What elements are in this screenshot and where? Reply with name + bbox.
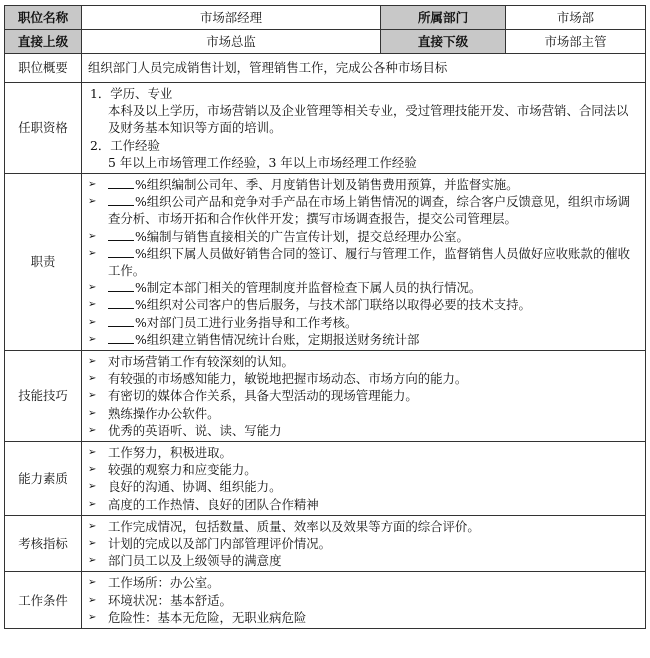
skills-list: [82, 351, 646, 442]
duty-text: %组织下属人员做好销售合同的签订、履行与管理工作，监督销售人员做好应收账款的催收工作。: [108, 245, 631, 279]
duty-text: %组织对公司客户的售后服务，与技术部门联络以取得必要的技术支持。: [135, 297, 531, 313]
abilities-label: 能力素质: [5, 442, 82, 516]
list-item: [88, 552, 639, 569]
condition-text: 危险性：基本无危险，无职业病危险: [108, 609, 307, 625]
header-row-position: [5, 6, 646, 30]
duty-text: %组织编制公司年、季、月度销售计划及销售费用预算，并监督实施。: [135, 177, 519, 193]
ability-text: 工作努力，积极进取。: [108, 445, 232, 461]
arrow-bullet-icon: ➢: [88, 447, 97, 459]
superior-value: 市场总监: [82, 30, 381, 54]
qualification-item-title: 1．学历、专业: [90, 86, 173, 101]
arrow-bullet-icon: ➢: [88, 299, 97, 311]
list-item: [88, 609, 639, 626]
abilities-row: [5, 442, 646, 516]
kpi-text: 工作完成情况，包括数量、质量、效率以及效果等方面的综合评价。: [108, 518, 480, 534]
arrow-bullet-icon: ➢: [88, 555, 97, 567]
list-item: [88, 592, 639, 609]
skills-row: [5, 351, 646, 442]
kpi-text: 计划的完成以及部门内部管理评价情况。: [108, 536, 332, 552]
list-item: [88, 370, 639, 387]
arrow-bullet-icon: ➢: [88, 282, 97, 294]
fill-in-blank: [108, 296, 134, 309]
header-row-reporting: [5, 30, 646, 54]
arrow-bullet-icon: ➢: [88, 520, 97, 532]
overview-text: 组织部门人员完成销售计划，管理销售工作，完成公各种市场目标: [82, 54, 646, 83]
arrow-bullet-icon: ➢: [88, 594, 97, 606]
list-item: [88, 405, 639, 422]
qualification-item-text: 5 年以上市场管理工作经验，3 年以上市场经理工作经验: [108, 154, 417, 170]
qualification-label: 任职资格: [5, 83, 82, 174]
fill-in-blank: [108, 314, 134, 327]
condition-text: 工作场所：办公室。: [108, 575, 220, 591]
fill-in-blank: [108, 228, 134, 241]
department-value: 市场部: [506, 6, 646, 30]
job-description-table: [4, 5, 646, 629]
list-item: [88, 279, 639, 296]
arrow-bullet-icon: ➢: [88, 498, 97, 510]
list-item: [88, 387, 639, 404]
arrow-bullet-icon: ➢: [88, 481, 97, 493]
duty-text: %编制与销售直接相关的广告宣传计划，提交总经理办公室。: [135, 228, 469, 244]
list-item: [88, 574, 639, 591]
skill-text: 优秀的英语听、说、读、写能力: [108, 422, 282, 438]
list-item: [88, 176, 639, 193]
position-name-value: 市场部经理: [82, 6, 381, 30]
duties-label: 职责: [5, 174, 82, 351]
list-item: [88, 535, 639, 552]
arrow-bullet-icon: ➢: [88, 333, 97, 345]
duty-text: %对部门员工进行业务指导和工作考核。: [135, 314, 358, 330]
arrow-bullet-icon: ➢: [88, 316, 97, 328]
arrow-bullet-icon: ➢: [88, 464, 97, 476]
superior-label: 直接上级: [5, 30, 82, 54]
ability-text: 良好的沟通、协调、组织能力。: [108, 479, 282, 495]
list-item: [88, 314, 639, 331]
skills-label: 技能技巧: [5, 351, 82, 442]
duty-text: %组织公司产品和竞争对手产品在市场上销售情况的调查，综合客户反馈意见，组织市场调查分析、市场开拓和合作伙伴开发；撰写市场调查报告，提交公司管理层。: [108, 194, 631, 227]
qualification-item-text: 本科及以上学历，市场营销以及企业管理等相关专业，受过管理技能开发、市场营销、合同法以及财务基本知识等方面的培训。: [108, 103, 629, 136]
subordinate-value: 市场部主管: [506, 30, 646, 54]
arrow-bullet-icon: ➢: [88, 390, 97, 402]
qualification-row: [5, 83, 646, 174]
fill-in-blank: [108, 279, 134, 292]
arrow-bullet-icon: ➢: [88, 373, 97, 385]
skill-text: 有较强的市场感知能力，敏锐地把握市场动态、市场方向的能力。: [108, 371, 468, 387]
list-item: [88, 331, 639, 348]
qualification-item-title: 2．工作经验: [90, 137, 160, 153]
overview-label: 职位概要: [5, 54, 82, 83]
arrow-bullet-icon: ➢: [88, 179, 97, 191]
list-item: [88, 518, 639, 535]
list-item: [88, 444, 639, 461]
overview-row: [5, 54, 646, 83]
list-item: [88, 478, 639, 495]
arrow-bullet-icon: ➢: [88, 356, 97, 368]
fill-in-blank: [108, 193, 134, 206]
abilities-list: [82, 442, 646, 516]
ability-text: 较强的观察力和应变能力。: [108, 462, 257, 478]
skill-text: 熟练操作办公软件。: [108, 405, 220, 421]
list-item: [88, 496, 639, 513]
list-item: [88, 193, 639, 227]
department-label: 所属部门: [381, 6, 506, 30]
list-item: [88, 461, 639, 478]
list-item: [88, 245, 639, 279]
list-item: [88, 228, 639, 245]
fill-in-blank: [108, 331, 134, 344]
arrow-bullet-icon: ➢: [88, 196, 97, 208]
conditions-list: [82, 572, 646, 629]
qualification-content: [82, 83, 646, 174]
arrow-bullet-icon: ➢: [88, 611, 97, 623]
fill-in-blank: [108, 245, 134, 258]
fill-in-blank: [108, 176, 134, 189]
duties-list: [82, 174, 646, 351]
skill-text: 有密切的媒体合作关系，具备大型活动的现场管理能力。: [108, 388, 418, 404]
duty-text: %制定本部门相关的管理制度并监督检查下属人员的执行情况。: [135, 280, 482, 296]
subordinate-label: 直接下级: [381, 30, 506, 54]
condition-text: 环境状况：基本舒适。: [108, 592, 232, 608]
conditions-row: [5, 572, 646, 629]
skill-text: 对市场营销工作有较深刻的认知。: [108, 354, 294, 370]
ability-text: 高度的工作热情、良好的团队合作精神: [108, 496, 319, 512]
conditions-label: 工作条件: [5, 572, 82, 629]
kpi-list: [82, 515, 646, 572]
list-item: [88, 353, 639, 370]
arrow-bullet-icon: ➢: [88, 247, 97, 259]
list-item: [88, 422, 639, 439]
duties-row: [5, 174, 646, 351]
arrow-bullet-icon: ➢: [88, 424, 97, 436]
kpi-text: 部门员工以及上级领导的满意度: [108, 553, 282, 569]
arrow-bullet-icon: ➢: [88, 407, 97, 419]
arrow-bullet-icon: ➢: [88, 538, 97, 550]
kpi-row: [5, 515, 646, 572]
arrow-bullet-icon: ➢: [88, 577, 97, 589]
duty-text: %组织建立销售情况统计台账，定期报送财务统计部: [135, 331, 420, 347]
kpi-label: 考核指标: [5, 515, 82, 572]
position-name-label: 职位名称: [5, 6, 82, 30]
arrow-bullet-icon: ➢: [88, 230, 97, 242]
list-item: [88, 296, 639, 313]
